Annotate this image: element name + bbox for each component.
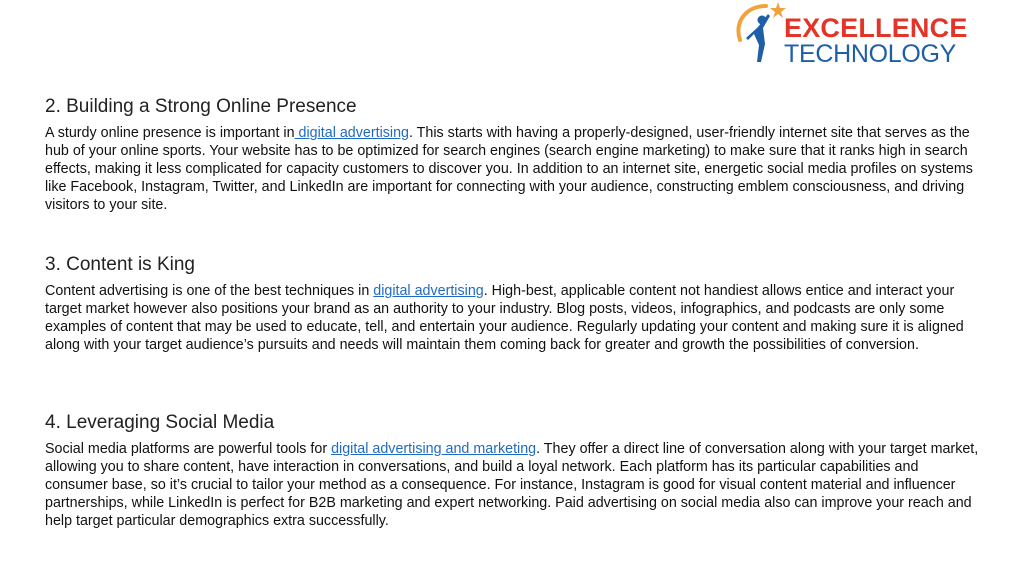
logo-line-technology: TECHNOLOGY (784, 40, 957, 68)
paragraph-text: Content advertising is one of the best techniques in (45, 283, 374, 299)
section-heading: 3. Content is King (45, 254, 195, 275)
section-online-presence (45, 95, 985, 214)
section-heading: 2. Building a Strong Online Presence (45, 96, 357, 117)
paragraph-text: . This starts with having a properly-designed, user-friendly internet site that serves as the hub of your online sports. Your website has to be optimized for search engines (search engine marketing) to make sure that it ranks high in search effects, making it less complicated for capacity customers to discover you. In addition to an internet site, energetic social media profiles on systems like Facebook, Instagram, Twitter, and LinkedIn are important for connecting with your audience, constructing emblem consciousness, and driving visitors to your site. (45, 125, 973, 213)
digital-advertising-link[interactable]: digital advertising (373, 283, 484, 299)
section-social-media (45, 411, 985, 530)
swoosh-star-icon (732, 0, 786, 70)
section-content-is-king (45, 253, 985, 354)
section-paragraph (45, 282, 985, 354)
paragraph-text: Social media platforms are powerful tools for (45, 441, 332, 457)
section-heading: 4. Leveraging Social Media (45, 412, 275, 433)
logo-line-excellence: EXCELLENCE (784, 13, 968, 43)
paragraph-text: . High-best, applicable content not handiest allows entice and interact your target market however also positions your brand as an authority to your industry. Blog posts, videos, infographics, and podcasts are only some examples of content that may be used to educate, tell, and entertain your audience. Regularly updating your content and making sure it is aligned along with your target audience’s pursuits and needs will maintain them coming back for greater and growth the possibilities of conversion. (45, 283, 964, 353)
excellence-technology-logo (732, 0, 974, 70)
section-paragraph (45, 124, 985, 214)
digital-advertising-marketing-link[interactable]: digital advertising and marketing (331, 441, 537, 457)
digital-advertising-link[interactable]: digital advertising (294, 125, 409, 141)
paragraph-text: A sturdy online presence is important in (45, 125, 295, 141)
section-paragraph (45, 440, 985, 530)
paragraph-text: . They offer a direct line of conversation along with your target market, allowing you to share content, have interaction in conversations, and build a loyal network. Each platform has its particular capabilities and consumer base, so it’s crucial to tailor your method as a consequence. For instance, Instagram is good for visual content material and influencer partnerships, while LinkedIn is perfect for B2B marketing and expert networking. Paid advertising on social media also can improve your reach and help target particular demographics extra successfully. (45, 441, 979, 529)
